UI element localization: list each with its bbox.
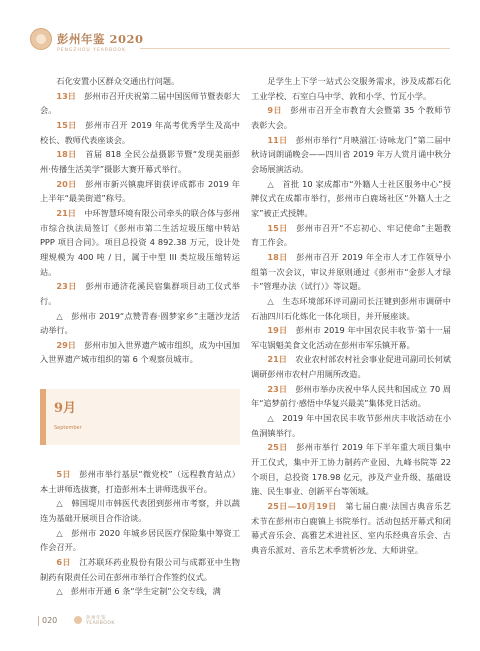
entry-text: 足学生上下学一站式公交服务需求，涉及成都石化工业学校、石室白马中学、敦和小学、竹瓦小学。 [251,76,451,101]
header-title: 彭州年鉴 2020 [57,32,144,46]
entry-date: 6日 [56,557,71,568]
chronicle-entry [40,206,240,279]
page-header [0,0,480,66]
footer-brand [86,616,115,626]
entry-date: △ [267,178,274,189]
page-number: 020 [42,616,58,625]
yearbook-logo-icon [30,28,52,50]
entry-date: 25日—10月19日 [267,501,337,512]
chronicle-entry [251,103,451,132]
left-column-top-entries [40,74,240,367]
chronicle-entry [251,250,451,294]
entry-text: 2019 年中国农民丰收节彭州庆丰收活动在小鱼洞镇举行。 [251,413,452,438]
chronicle-entry [251,499,451,558]
header-divider [140,48,450,49]
chronicle-entry [251,133,451,177]
entry-text: 彭州市举办庆祝中华人民共和国成立 70 周年“追梦前行·感悟中华复兴最美”集体党日活动。 [251,383,451,409]
page-footer [0,612,480,651]
entry-date: △ [56,527,63,538]
entry-date: 18日 [267,251,288,262]
entry-date: 21日 [267,354,287,365]
chronicle-entry [251,221,451,250]
entry-text: 中环智慧环境有限公司牵头的联合体与彭州市综合执法局签订《彭州市第二生活垃圾压缩中转站 PPP 项目合同》。项目总投资 4 892.38 万元，设计处理规模为 400 吨 / 日，属于中型 III 类垃圾压缩转运站。 [40,207,240,277]
footer-brand-cn: 彭州年鉴 [86,616,106,621]
right-column-entries [251,74,451,558]
entry-date: 29日 [56,339,76,350]
entry-text: 彭州市 2019“点赞青春·圆梦家乡”主题沙龙活动举行。 [40,310,240,336]
footer-divider [38,616,39,626]
entry-text: 首批 10 家成都市“外籍人士社区服务中心”授牌仪式在成都市举行，彭州市白鹿场社区“外籍人士之家”被正式授牌。 [251,178,451,218]
entry-text: 彭州市举行基层“微党校”（远程教育站点）本土讲师选拔赛，打造彭州本土讲师选拔平台。 [40,469,240,494]
chronicle-entry [40,584,240,599]
left-column-bottom-entries [40,467,240,599]
entry-date: 5日 [56,469,71,480]
entry-text: 彭州市 2019 年中国农民丰收节·第十一届军屯锅魁美食文化活动在彭州市军乐镇开幕。 [251,325,451,350]
footer-logo-icon [74,616,82,624]
entry-text: 生态环境部环评司副司长汪键到彭州市调研中石油四川石化炼化一体化项目，并开展座谈。 [251,295,451,321]
entry-date: △ [56,498,63,509]
header-subtitle: PENGZHOU YEARBOOK [57,48,126,53]
chronicle-entry [40,118,240,147]
chronicle-entry [40,177,240,206]
month-english: September [54,425,82,432]
entry-date: △ [56,310,63,321]
entry-date: 23日 [267,383,288,394]
entry-date: 13日 [56,90,76,101]
entry-text: 韩国堤川市韩医代表团到彭州市考察，并以蔬连为基础开展项目合作洽谈。 [40,498,240,524]
chronicle-entry [40,338,240,367]
month-name: 9月 [54,401,77,417]
entry-date: 23日 [56,281,77,292]
entry-date: 18日 [56,149,77,160]
entry-text: 江苏联环药业股份有限公司与成都亚中生物制药有限责任公司在彭州市举行合作签约仪式。 [40,557,240,582]
entry-text: 彭州市 2020 年城乡居民医疗保险集中筹资工作会召开。 [40,527,241,553]
chronicle-entry [251,352,451,381]
entry-text: 石化安置小区群众交通出行问题。 [56,76,180,86]
entry-date: 15日 [56,119,77,130]
entry-date: 25日 [267,442,288,453]
entry-text: 彭州市召开 2019 年全市人才工作领导小组第一次会议，审议并原则通过《彭州市“金彭人才绿卡”管理办法（试行）》等议题。 [251,251,451,292]
entry-date: 9日 [267,105,282,116]
entry-text: 彭州市举行 2019 年下半年重大项目集中开工仪式，集中开工协力制药产业园、九峰书院等 22 个项目，总投资 178.98 亿元，涉及产业升级、基础设施、民生事业、创新平台等领域。 [251,442,451,497]
month-accent-bar [40,389,46,445]
entry-date: 15日 [267,222,288,233]
entry-text: 彭州市召开全市教育大会暨第 35 个教师节表彰大会。 [251,105,451,130]
entry-text: 首届 818 全民公益摄影节暨“发现美丽彭州·传播生活美学”摄影大赛开幕式举行。 [40,149,240,174]
entry-date: △ [267,413,275,424]
entry-date: 21日 [56,207,76,218]
entry-text: 彭州市加入世界遗产城市组织，成为中国加入世界遗产城市组织的第 6 个观察员城市。 [40,339,240,365]
chronicle-entry [251,294,451,323]
chronicle-entry [251,411,451,440]
chronicle-entry [251,382,451,411]
chronicle-entry [40,496,240,525]
chronicle-entry [40,526,240,555]
month-heading [40,389,240,445]
entry-date: 20日 [56,178,77,189]
chronicle-entry [251,440,451,499]
entry-date: 19日 [267,325,288,336]
entry-text: 彭州市开通 6 条“学生定制”公交专线，满 [70,586,221,597]
right-column [251,74,451,558]
entry-text: 第七届白鹿·法国古典音乐艺术节在彭州市白鹿镇上书院举行。活动包括开幕式和闭幕式音乐会、高雅艺术进社区、室内乐经典音乐会、古典音乐派对、音乐艺术季赏析沙龙、大师讲堂。 [251,501,451,555]
entry-date: 11日 [267,134,288,145]
entry-text: 彭州市举行“月映湔江·诗咏龙门”第二届中秋诗词朗诵晚会——四川省 2019 年万人赏月诵中秋分会场展演活动。 [251,134,451,174]
entry-text: 彭州市召开 2019 年高考优秀学生及高中校长、教师代表座谈会。 [40,119,240,145]
entry-text: 彭州市召开庆祝第二届中国医师节暨表彰大会。 [40,90,240,116]
chronicle-entry [40,555,240,584]
chronicle-entry [40,279,240,308]
entry-text: 彭州市通济花溪民宿集群项目动工仪式举行。 [40,281,240,306]
entry-date: △ [267,295,274,306]
chronicle-entry [251,177,451,221]
left-column [40,74,240,599]
chronicle-entry [40,147,240,176]
chronicle-entry [251,74,451,103]
chronicle-entry [40,467,240,496]
chronicle-entry [40,309,240,338]
entry-text: 彭州市新兴镇鹿坪街获评成都市 2019 年上半年“最美街道”称号。 [40,178,240,204]
chronicle-entry [40,89,240,118]
entry-text: 彭州市召开“不忘初心、牢记使命”主题教育工作会。 [251,222,451,248]
entry-text: 农业农村部农村社会事业促进司副司长何斌调研彭州市农村户用厕所改造。 [251,354,451,380]
entry-date: △ [56,586,63,597]
chronicle-entry [40,74,240,89]
footer-brand-en: YEARBOOK [86,621,115,626]
chronicle-entry [251,323,451,352]
